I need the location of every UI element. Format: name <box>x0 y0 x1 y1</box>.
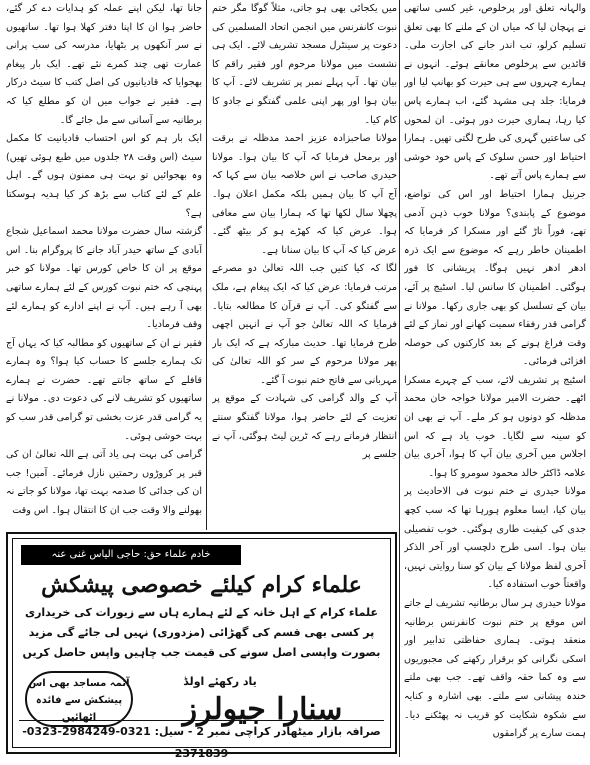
article-column-middle <box>212 0 397 530</box>
paragraph: جرنیل ہمارا احتیاط اور اس کی تواضع، موضوع کے پابندی؟ مولانا خوب ذہن آدمی تھے، فوراً تاڑ گئے اور مسکرا کر فرمایا کہ اطمینان خاطر رہے کہ موضوع سے ایک ذرہ ادھر ادھر نہیں ہوگا۔ پریشانی کا فور ہوگئی۔ اطمینان کا سانس لیا۔ اسٹیج پر آئے، بیان کے تسلسل کو بھی جاری رکھا۔ مولانا نے گرامی قدر رفقاء سمیت کھانے اور نماز کے لئے وقت فراغ ہونے کے بعد کارکنوں کی حوصلہ افزائی فرمائی۔ <box>404 188 586 368</box>
paragraph: ایک بار ہم کو اس احتساب قادیانیت کا مکمل سیٹ (اس وقت ۲۸ جلدوں میں طبع ہوئی تھیں) وہ بھجوائیں تو بہت ہی ممنون ہوں گے۔ اہل علم کے لئے کتاب سے بڑھ کر کیا ہدیہ ہوسکتا ہے؟ <box>6 133 202 219</box>
paragraph: مولانا حیدری ہر سال برطانیہ تشریف لے جاتے اس موقع پر ختم نبوت کانفرنس برطانیہ منعقد ہوتی۔ ہماری حفاظتی تدابیر اور اسکی نگرانی کو برقرار رکھنے کی مجبوریوں سے وہ کما حقہ واقف تھے۔ جب بھی ملتے خندہ پیشانی سے ملتے۔ بھی اشارہ و کنایہ سے شکوہ شکایت کو قریب نہ پھٹکنے دیا۔ ہمت سارے پر گرامقوں <box>404 598 586 740</box>
column-divider <box>399 0 400 757</box>
paragraph: والہانہ تعلق اور پرخلوص، غیر کسی ساتھی نے پہچان لیا کہ میاں ان کے ملنے کا بھی تعلق تسلیم کرلو، تب اندر جانے کی اجازت ملی۔ قائدین سے پرخلوص معانقے ہوئے۔ انہوں نے ہمارے چہروں سے ہی حیرت کو بھانپ لیا اور فرمایا: جلد ہی مشہد گئے، اب ہمارے پاس کیا رہا، ہماری حیرت دور ہوئی۔ ان لمحوں کی ساعتیں گہری کی طرح لگتی تھیں۔ ہمارا احتیاط اور حسن سلوک کے پاس خود خوشی سے ہمارے پاس آتے تھے۔ <box>404 3 586 182</box>
paragraph: لگا کہ کیا کتیں جب اللہ تعالیٰ دو مصرعے مرتب فرمایا: عرض کیا کہ ایک پیغام ہے، ملک سے گفتگو کی۔ آپ نے قرآن کا مطالعہ بتایا۔ فرمایا کہ اللہ تعالیٰ جو آپ نے انہیں اچھی طرح فرمایا تھا۔ حدیث مبارکہ ہے کہ ایک بار پھر مولانا مرحوم کے سر کو اللہ تعالیٰ کی مہربانی سے فاتح ختم نبوت آ گئے۔ <box>212 263 397 386</box>
ad-offer-bubble: آئمہ مساجد بھی اس پیشکش سے فائدہ اٹھائیں <box>25 671 133 727</box>
ad-body-text: علماء کرام کے اہل خانہ کے لئے ہمارے ہاں سے زیورات کی خریداری پر کسی بھی قسم کی گھڑائی (مزدوری) نہیں لی جائے گی مزید بصورت واپسی اصل سونے کی قیمت جب چاہیں واپس حاصل کریں <box>22 606 381 659</box>
paragraph: جانا تھا، لیکن اپنے عملہ کو ہدایات دے کر گئے، حاضر ہوا ان کا اپنا دفتر کھلا ہوا تھا۔ ساتھیوں نے سر آنکھوں پر بٹھایا، مدرسہ کی سب پرانی عمارت تھی چند کمرے نئے تھے۔ ایک بار پیغام بھجوایا کہ قادیانیوں کی اصل کتب کا سیٹ درکار ہے۔ فقیر نے جواب میں ان کو مطلع کیا کہ برطانیہ سے آسانی سے مل جائے گا۔ <box>6 3 202 126</box>
ad-inner-frame <box>12 538 391 760</box>
paragraph: گزشتہ سال حضرت مولانا محمد اسماعیل شجاع آبادی کے ساتھ حیدر آباد جانے کا پروگرام بنا۔ اس موقع پر ان کا خاص کورس تھا۔ مولانا کو خبر پہنچی کہ ختم نبوت کورس کے لئے ہمارے ساتھی بھی آ رہے ہیں۔ آپ نے اپنے ادارے کو ہمارے لئے وقف فرمادیا۔ <box>6 226 202 331</box>
paragraph: گرامی کی بہت ہی یاد آتی ہے اللہ تعالیٰ ان کی قبر پر کروڑوں رحمتیں نازل فرمائے۔ آمین! جب ان کی جدائی کا صدمہ بہت تھا، مولانا کو جاتے نہ بھولنے والا وقت جب ان کا انتقال ہوا۔ اس وقت <box>6 449 202 517</box>
paragraph: فقیر نے ان کے ساتھیوں کو مطالبہ کیا کہ یہاں آج تک ہمارے جلسے کا حساب کیا ہوا؟ وہ ہمارے قافلے کے ساتھ جانتے تھے۔ حضرت نے ہمارے ساتھیوں کو تشریف لانے کی دعوت دی۔ مولانا نے یہ گرامی قدر عزت بخشی تو گرامی قدر سب کو بہت خوشی ہوئی۔ <box>6 337 202 442</box>
paragraph: مولانا حیدری نے ختم نبوت فی الاحادیث پر بیان کیا، ایسا معلوم ہورہا تھا کہ سب کچھ جدی کی کیفیت طاری ہوگئی۔ خوب تفصیلی بیان ہوا۔ اسی طرح دلچسپ اور آخر الذکر آخری لفظ مولانا کے بیان کو سنا روایتی نہیں، واقعتاً خوب استفادہ کیا۔ <box>404 486 586 591</box>
ad-brand-name: سنارا جیولرز <box>182 692 343 727</box>
paragraph: آپ کے والد گرامی کی شہادت کے موقع پر تعزیت کے لئے حاضر ہوا، مولانا گفتگو سنتے انتظار فرماتے رہے کہ ٹرین لیٹ ہوگئی، آپ نے جلسے پر <box>212 393 397 461</box>
ad-remember-label: یاد رکھئے اولڈ <box>183 675 257 688</box>
ad-address-phone: صرافہ بازار میٹھادر کراچی نمبر 2 - سیل: 0321-2984249-0323-2371839 <box>19 720 384 743</box>
paragraph: اسٹیج پر تشریف لائے، سب کے چہرے مسکرا اٹھے۔ حضرت الامیر مولانا خواجہ خان محمد مدظلہ کو دونوں ہو کر ملے۔ آپ نے بھی ان کو سینہ سے لگایا۔ خوب یاد ہے کہ اس اجلاس میں آخری بیان آپ کا ہوا، آخری بیان علامہ ڈاکٹر خالد محمود سومرو کا ہوا۔ <box>404 374 586 479</box>
jewellers-advertisement <box>6 532 397 760</box>
ad-tagline: خادم علماء حق: حاجی الیاس غنی عنہ <box>21 545 241 565</box>
ad-headline: علماء کرام کیلئے خصوصی پیشکش <box>41 572 362 598</box>
article-column-right <box>404 0 586 757</box>
paragraph: میں یکجائی بھی ہو جاتی، مثلاً گوگا مگر ختم نبوت کانفرنس میں انجمن اتحاد المسلمین کی دعوت پر سینٹرل مسجد تشریف لائے۔ ایک ہی نشست میں مولانا مرحوم اور فقیر راقم کا بیان تھا۔ آپ پہلے نمبر پر تشریف لائے۔ آپ کا بیان ہوا اور پھر اپنی علمی گفتگو نے جادو کا کام کیا۔ <box>212 3 397 126</box>
paragraph: مولانا صاحبزادہ عزیز احمد مدظلہ نے برقت اور برمحل فرمایا کہ آپ کا بیان ہوا۔ مولانا حیدری صاحب نے اس خلاصہ بیان سے کہا کہ آج آپ کا بیان ہمیں بلکہ مکمل اعلان ہوا۔ پچھلا سال لکھا تھا کہ ہمارا بیان سے معافی ہوا۔ عرض کیا کہ کھڑے ہو کر بیٹھ گئے۔ عرض کیا کہ آپ کا بیان سنانا ہے۔ <box>212 133 397 256</box>
article-column-left <box>6 0 202 530</box>
column-divider <box>206 0 207 530</box>
